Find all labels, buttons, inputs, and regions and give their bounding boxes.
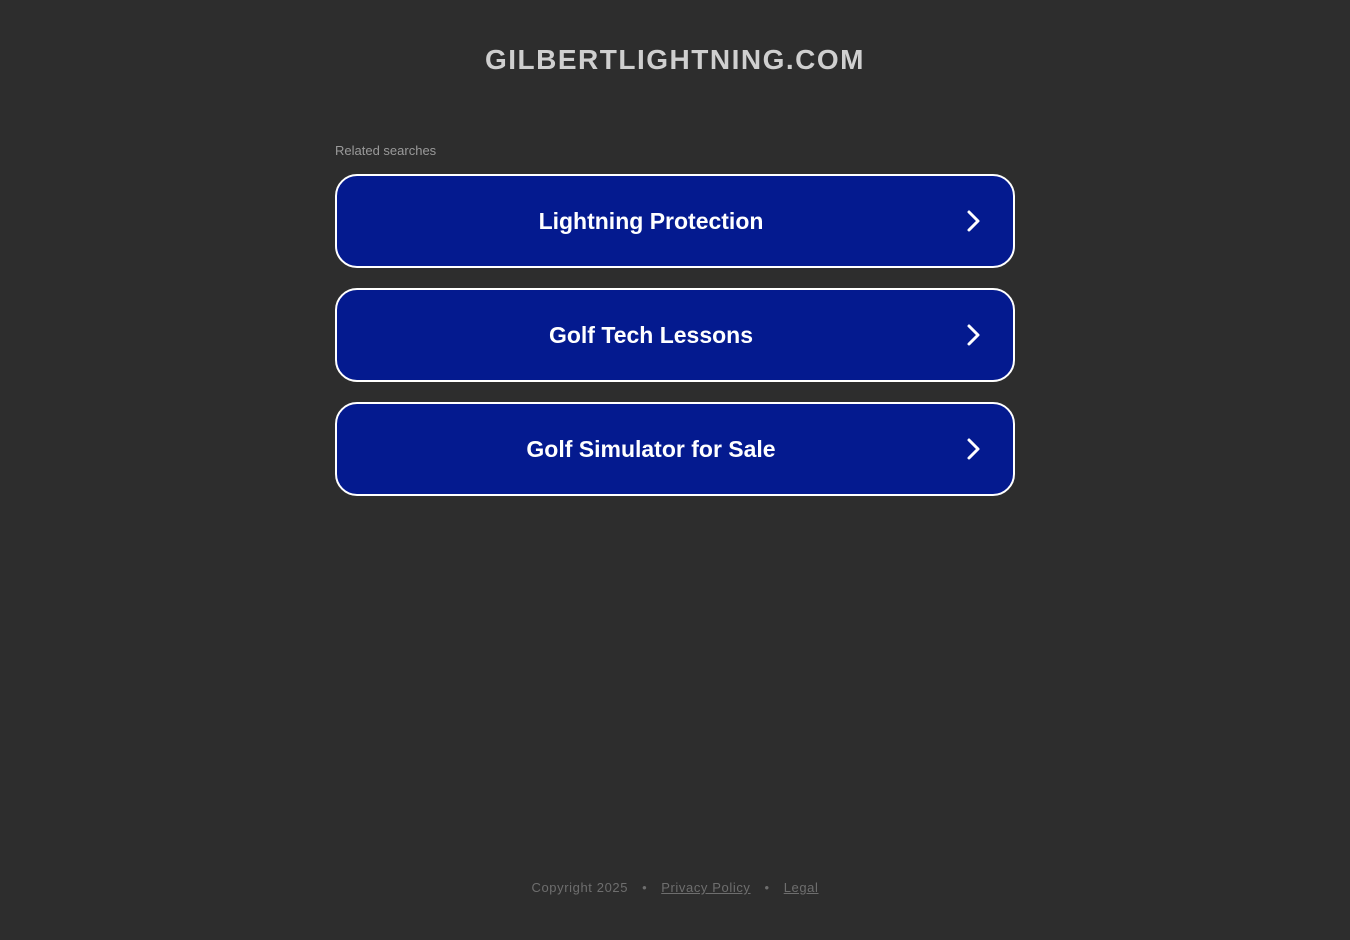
related-search-lightning-protection[interactable] (335, 174, 1015, 268)
legal-link[interactable]: Legal (783, 880, 819, 895)
footer-separator: • (764, 880, 770, 895)
footer (0, 880, 1350, 896)
related-search-label: Lightning Protection (538, 208, 764, 234)
privacy-policy-link[interactable]: Privacy Policy (661, 880, 751, 895)
chevron-right-icon (963, 323, 983, 347)
chevron-right-icon (963, 209, 983, 233)
footer-separator: • (642, 880, 648, 895)
related-search-label: Golf Tech Lessons (548, 322, 754, 348)
related-search-golf-tech-lessons[interactable] (335, 288, 1015, 382)
related-searches-label: Related searches (335, 143, 437, 158)
related-searches-list (335, 174, 1015, 516)
related-search-label: Golf Simulator for Sale (526, 436, 776, 462)
chevron-right-icon (963, 437, 983, 461)
copyright-text: Copyright 2025 (531, 880, 629, 895)
site-title: GILBERTLIGHTNING.COM (485, 44, 865, 75)
related-search-golf-simulator-for-sale[interactable] (335, 402, 1015, 496)
